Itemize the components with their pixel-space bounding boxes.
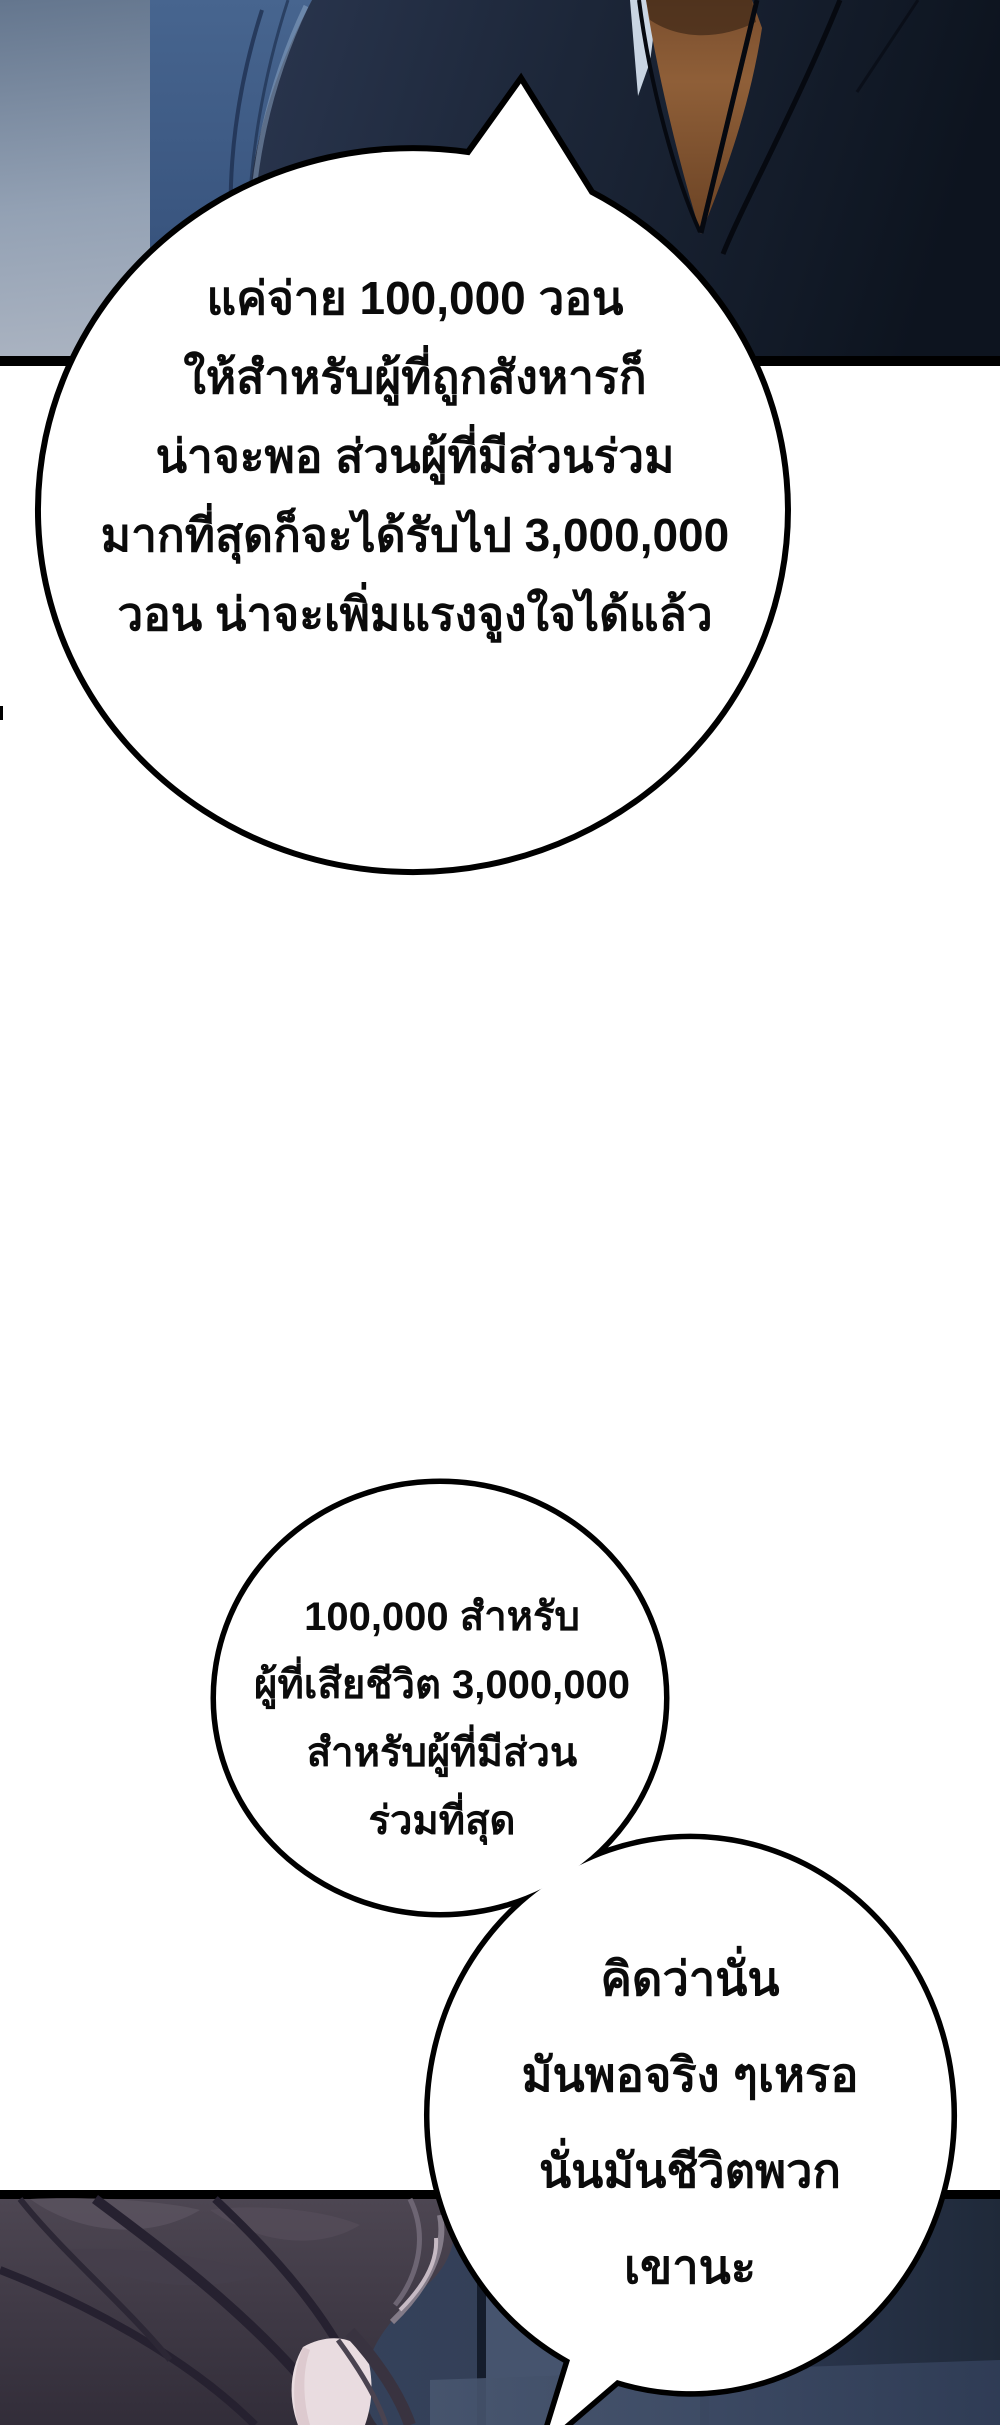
ink-speck bbox=[0, 706, 3, 720]
bubble-3-line: คิดว่านั่น bbox=[600, 1952, 780, 2005]
bubble-1-line: น่าจะพอ ส่วนผู้ที่มีส่วนร่วม bbox=[155, 430, 675, 482]
bubble-3-line: มันพอจริง ๆเหรอ bbox=[521, 2048, 859, 2101]
bubble-1-line: ให้สำหรับผู้ที่ถูกสังหารก็ bbox=[183, 351, 647, 403]
speech-bubble-2-text bbox=[212, 1583, 672, 1855]
speech-bubble-1-text bbox=[50, 259, 780, 654]
speech-bubble-3-text bbox=[450, 1931, 930, 2315]
bubble-2-line: สำหรับผู้ที่มีส่วน bbox=[306, 1731, 578, 1775]
bubble-1-line: มากที่สุดก็จะได้รับไป 3,000,000 bbox=[100, 509, 730, 561]
bubble-3-line: เขานะ bbox=[624, 2240, 756, 2293]
bubble-2-line: 100,000 สำหรับ bbox=[304, 1595, 580, 1639]
bubble-2-line: ร่วมที่สุด bbox=[368, 1799, 516, 1843]
bubble-1-line: แค่จ่าย 100,000 วอน bbox=[206, 272, 624, 324]
bubble-3-line: นั่นมันชีวิตพวก bbox=[538, 2144, 841, 2197]
bubble-1-line: วอน น่าจะเพิ่มแรงจูงใจได้แล้ว bbox=[117, 588, 713, 640]
bubble-2-line: ผู้ที่เสียชีวิต 3,000,000 bbox=[254, 1663, 630, 1707]
